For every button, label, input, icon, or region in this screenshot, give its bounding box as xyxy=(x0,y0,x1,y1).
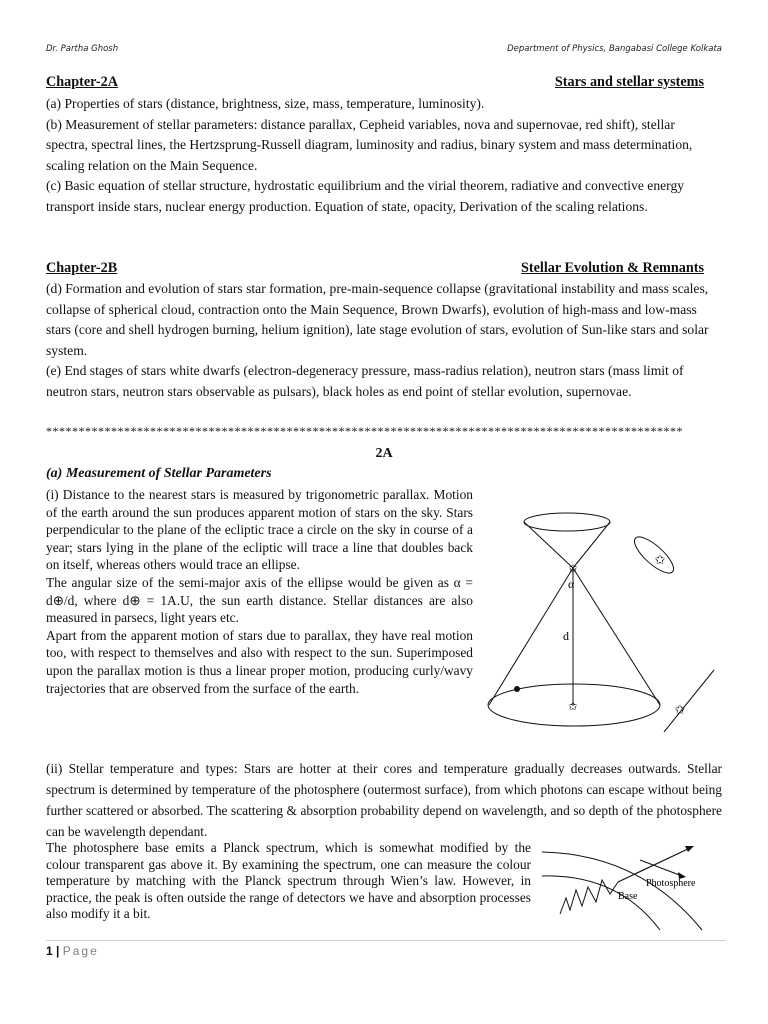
chapter-2b-item-d: (d) Formation and evolution of stars star formation, pre-main-sequence collapse (gravitational instability and mass scales, collapse of spherical cloud, contraction onto the Main Sequence, Brown Dwarfs), evolution of high-mass and low-mass stars (core and shell hydrogen burning, helium ignition), late stage evolution of stars, evolution of Sun-like stars and solar system. xyxy=(46,281,709,358)
section-subheading: (a) Measurement of Stellar Parameters xyxy=(46,466,272,481)
page-label: Page xyxy=(62,944,99,958)
section-heading: 2A xyxy=(375,446,393,461)
footer-divider xyxy=(46,940,726,941)
chapter-2a-label: Chapter-2A xyxy=(46,74,118,90)
arrow-head-icon xyxy=(685,846,694,852)
chapter-2a-title: Stars and stellar systems xyxy=(554,74,704,90)
para-proper-motion: Apart from the apparent motion of stars due to parallax, they have real motion too, with respect to themselves and also with respect to the sun. Superimposed upon the parallax motion is thus a linear proper motion, producing curly/wavy trajectories that are observed from the surface of the earth. xyxy=(46,627,473,696)
page-footer xyxy=(46,944,99,958)
separator-line: ************************************************************************************************** xyxy=(46,424,683,438)
chapter-2b-list xyxy=(46,279,712,403)
chapter-2b-item-e: (e) End stages of stars white dwarfs (electron-degeneracy pressure, mass-radius relation), neutron stars (mass limit of neutron stars, neutron stars observable as pulsars), black holes as end point of stellar evolution, supernovae. xyxy=(46,363,684,399)
chapter-2a-heading xyxy=(46,74,704,91)
para-temperature: (ii) Stellar temperature and types: Stars are hotter at their cores and temperature gradually decreases outwards. Stellar spectrum is determined by temperature of the photosphere (outermost surface), from which photons can escape without being further scattered or absorbed. The scattering & absorption probability depend on wavelength, and so depth of the photosphere can be wavelength dependant. xyxy=(46,761,722,839)
parallax-text xyxy=(46,486,473,697)
parallax-figure xyxy=(484,510,720,732)
ecliptic-track-line xyxy=(664,670,714,732)
footer-separator: | xyxy=(56,944,60,958)
chapter-2a-item-c: (c) Basic equation of stellar structure, hydrostatic equilibrium and the virial theorem, radiative and convective energy transport inside stars, nuclear energy production. Equation of state, opacity, Derivation of the scaling relations. xyxy=(46,178,685,214)
chapter-2b-heading xyxy=(46,260,704,277)
header-department: Department of Physics, Bangabasi College Kolkata xyxy=(507,44,722,54)
para-angular-size: The angular size of the semi-major axis of the ellipse would be given as α = d⊕/d, where d⊕ = 1A.U, the sun earth distance. Stellar distances are also measured in parsecs, light years etc. xyxy=(46,574,473,626)
para-planck: The photosphere base emits a Planck spectrum, which is somewhat modified by the colour transparent gas above it. By examining the spectrum, one can measure the colour temperature by matching with the Planck spectrum through Wien’s law. However, in practice, the peak is often outside the range of detectors we have and absorption processes also modify it a bit. xyxy=(46,840,531,921)
top-cone-ellipse xyxy=(524,513,610,531)
cone-edge xyxy=(524,522,573,568)
header-author: Dr. Partha Ghosh xyxy=(46,44,119,54)
distance-label: d xyxy=(563,629,569,643)
sun-star-icon: ✩ xyxy=(568,700,578,713)
ellipse-star-icon: ✩ xyxy=(654,553,666,568)
cone-edge xyxy=(573,522,610,568)
photosphere-figure xyxy=(540,832,730,932)
page-number: 1 xyxy=(46,944,53,958)
base-label: Base xyxy=(618,891,638,902)
para-distance: (i) Distance to the nearest stars is measured by trigonometric parallax. Motion of the earth around the sun produces apparent motion of stars on the sky. Stars perpendicular to the plane of the ecliptic trace a circle on the sky in course of a year; stars lying in the plane of the ecliptic will trace a line that doubles back on itself, whereas others would trace an ellipse. xyxy=(46,487,473,573)
chapter-2b-label: Chapter-2B xyxy=(46,260,118,276)
track-star-icon: ✩ xyxy=(674,703,686,718)
photosphere-label: Photosphere xyxy=(646,878,696,889)
chapter-2a-item-a: (a) Properties of stars (distance, brightness, size, mass, temperature, luminosity). xyxy=(46,96,485,111)
alpha-label: α xyxy=(568,577,575,591)
photon-random-walk xyxy=(560,880,618,914)
star-icon: ✩ xyxy=(568,562,578,575)
chapter-2a-list xyxy=(46,94,712,218)
earth-icon xyxy=(514,686,520,692)
chapter-2b-title: Stellar Evolution & Remnants xyxy=(520,260,704,276)
chapter-2a-item-b: (b) Measurement of stellar parameters: distance parallax, Cepheid variables, nova and supernovae, red shift), stellar spectra, spectral lines, the Hertzsprung-Russell diagram, luminosity and radius, binary system and mass determination, scaling relation on the Main Sequence. xyxy=(46,116,693,173)
